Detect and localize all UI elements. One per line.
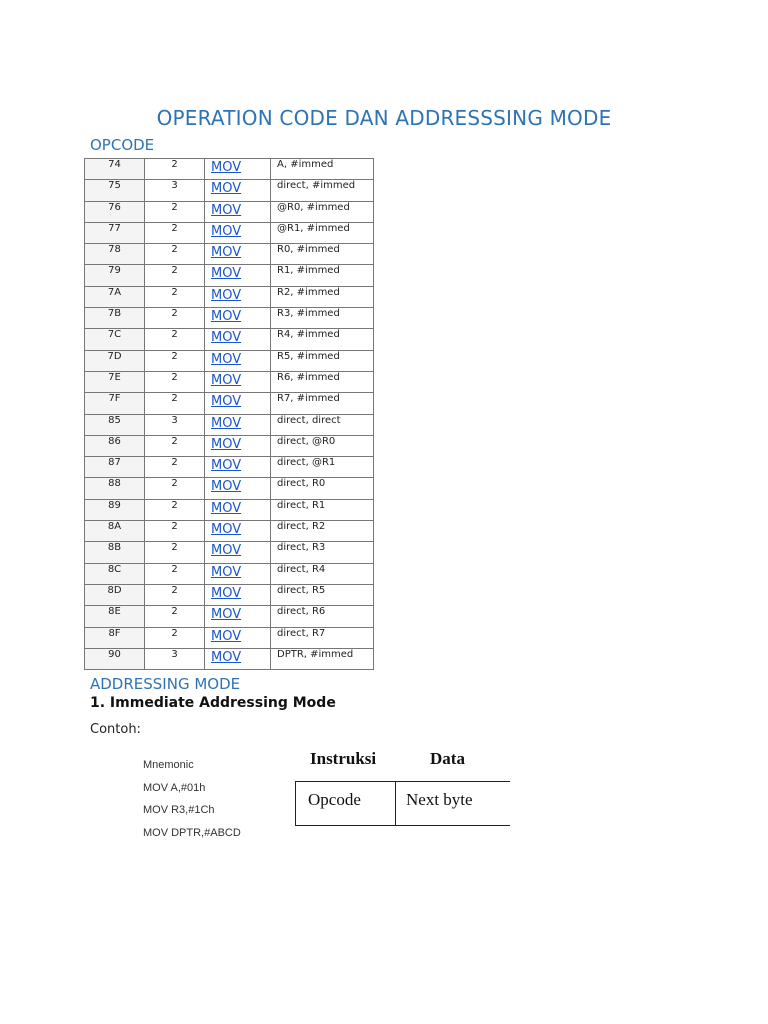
bytes-cell: 2 <box>145 371 205 392</box>
mnemonic-cell <box>205 286 271 307</box>
opcode-cell: 8E <box>85 606 145 627</box>
opcode-cell: 8F <box>85 627 145 648</box>
operands-cell: R7, #immed <box>271 393 374 414</box>
mnemonic-link[interactable]: MOV <box>211 266 242 282</box>
opcode-cell: 8A <box>85 521 145 542</box>
operands-cell: A, #immed <box>271 159 374 180</box>
opcode-cell: 88 <box>85 478 145 499</box>
opcode-cell: 87 <box>85 457 145 478</box>
table-row <box>85 180 374 201</box>
table-row <box>85 308 374 329</box>
operands-cell: direct, R2 <box>271 521 374 542</box>
mnemonic-link[interactable]: MOV <box>211 458 242 474</box>
document-title: OPERATION CODE DAN ADDRESSSING MODE <box>156 106 612 130</box>
bytes-cell: 2 <box>145 563 205 584</box>
table-row <box>85 222 374 243</box>
operands-cell: R5, #immed <box>271 350 374 371</box>
opcode-cell: 7C <box>85 329 145 350</box>
mnemonic-link[interactable]: MOV <box>211 500 242 516</box>
mnemonic-cell <box>205 329 271 350</box>
bytes-cell: 2 <box>145 606 205 627</box>
mnemonic-link[interactable]: MOV <box>211 309 242 325</box>
operands-cell: direct, R4 <box>271 563 374 584</box>
table-row <box>85 414 374 435</box>
mnemonic-cell <box>205 201 271 222</box>
bytes-cell: 2 <box>145 222 205 243</box>
opcode-cell: 90 <box>85 648 145 669</box>
mnemonic-link[interactable]: MOV <box>211 585 242 601</box>
table-row <box>85 457 374 478</box>
table-row <box>85 499 374 520</box>
mnemonic-cell <box>205 414 271 435</box>
bytes-cell: 2 <box>145 457 205 478</box>
table-row <box>85 606 374 627</box>
bytes-cell: 2 <box>145 393 205 414</box>
opcode-cell: 7F <box>85 393 145 414</box>
mnemonic-link[interactable]: MOV <box>211 202 242 218</box>
mnemonic-cell <box>205 159 271 180</box>
bytes-cell: 2 <box>145 286 205 307</box>
bytes-cell: 2 <box>145 159 205 180</box>
table-row <box>85 244 374 265</box>
mnemonic-link[interactable]: MOV <box>211 223 242 239</box>
example-label: Contoh: <box>90 722 141 737</box>
bytes-cell: 2 <box>145 244 205 265</box>
opcode-cell: 8B <box>85 542 145 563</box>
table-row <box>85 350 374 371</box>
operands-cell: direct, direct <box>271 414 374 435</box>
mnemonic-link[interactable]: MOV <box>211 245 242 261</box>
table-row <box>85 584 374 605</box>
operands-cell: direct, R6 <box>271 606 374 627</box>
mnemonic-link[interactable]: MOV <box>211 479 242 495</box>
operands-cell: direct, @R0 <box>271 435 374 456</box>
addressing-mode-heading: ADDRESSING MODE <box>90 675 241 693</box>
opcode-table <box>84 158 374 670</box>
mnemonic-header: Mnemonic <box>143 759 194 771</box>
mnemonic-cell <box>205 393 271 414</box>
bytes-cell: 2 <box>145 308 205 329</box>
table-row <box>85 478 374 499</box>
mnemonic-line: MOV DPTR,#ABCD <box>143 826 241 838</box>
opcode-cell: 77 <box>85 222 145 243</box>
bytes-cell: 2 <box>145 542 205 563</box>
bytes-cell: 2 <box>145 584 205 605</box>
mnemonic-cell <box>205 542 271 563</box>
mnemonic-example-image <box>143 754 263 838</box>
mnemonic-cell <box>205 499 271 520</box>
table-row <box>85 329 374 350</box>
opcode-cell: 78 <box>85 244 145 265</box>
next-byte-cell: Next byte <box>406 790 473 809</box>
operands-cell: direct, #immed <box>271 180 374 201</box>
immediate-addressing-heading: 1. Immediate Addressing Mode <box>90 695 336 711</box>
opcode-cell: 75 <box>85 180 145 201</box>
opcode-cell: 79 <box>85 265 145 286</box>
operands-cell: direct, R0 <box>271 478 374 499</box>
bytes-cell: 3 <box>145 648 205 669</box>
mnemonic-link[interactable]: MOV <box>211 351 242 367</box>
bytes-cell: 2 <box>145 435 205 456</box>
mnemonic-link[interactable]: MOV <box>211 649 242 665</box>
operands-cell: DPTR, #immed <box>271 648 374 669</box>
mnemonic-link[interactable]: MOV <box>211 415 242 431</box>
mnemonic-link[interactable]: MOV <box>211 607 242 623</box>
table-row <box>85 371 374 392</box>
mnemonic-link[interactable]: MOV <box>211 628 242 644</box>
table-row <box>85 563 374 584</box>
mnemonic-cell <box>205 244 271 265</box>
bytes-cell: 3 <box>145 414 205 435</box>
opcode-heading: OPCODE <box>90 136 155 154</box>
mnemonic-link[interactable]: MOV <box>211 436 242 452</box>
table-row <box>85 542 374 563</box>
mnemonic-cell <box>205 457 271 478</box>
table-row <box>85 159 374 180</box>
mnemonic-cell <box>205 371 271 392</box>
opcode-cell: 7D <box>85 350 145 371</box>
instruksi-label: Instruksi <box>310 749 377 768</box>
table-row <box>85 521 374 542</box>
table-row <box>85 627 374 648</box>
mnemonic-cell <box>205 350 271 371</box>
bytes-cell: 2 <box>145 350 205 371</box>
bytes-cell: 3 <box>145 180 205 201</box>
mnemonic-link[interactable]: MOV <box>211 522 242 538</box>
mnemonic-cell <box>205 478 271 499</box>
mnemonic-cell <box>205 265 271 286</box>
mnemonic-link[interactable]: MOV <box>211 160 242 175</box>
table-row <box>85 286 374 307</box>
opcode-cell: 74 <box>85 159 145 180</box>
mnemonic-link[interactable]: MOV <box>211 181 242 197</box>
bytes-cell: 2 <box>145 499 205 520</box>
mnemonic-cell <box>205 180 271 201</box>
mnemonic-cell <box>205 606 271 627</box>
data-label: Data <box>430 749 465 768</box>
operands-cell: direct, R3 <box>271 542 374 563</box>
opcode-cell: 8D <box>85 584 145 605</box>
bytes-cell: 2 <box>145 627 205 648</box>
mnemonic-link[interactable]: MOV <box>211 394 242 410</box>
opcode-cell: 76 <box>85 201 145 222</box>
table-row <box>85 648 374 669</box>
opcode-cell: 8C <box>85 563 145 584</box>
operands-cell: R1, #immed <box>271 265 374 286</box>
table-row <box>85 393 374 414</box>
mnemonic-line: MOV R3,#1Ch <box>143 804 215 816</box>
mnemonic-link[interactable]: MOV <box>211 564 242 580</box>
bytes-cell: 2 <box>145 201 205 222</box>
mnemonic-link[interactable]: MOV <box>211 372 242 388</box>
opcode-cell: 86 <box>85 435 145 456</box>
instruction-format-diagram <box>295 781 510 826</box>
operands-cell: direct, R1 <box>271 499 374 520</box>
mnemonic-link[interactable]: MOV <box>211 287 242 303</box>
table-row <box>85 201 374 222</box>
mnemonic-line: MOV A,#01h <box>143 781 206 794</box>
opcode-cell: 85 <box>85 414 145 435</box>
mnemonic-cell <box>205 584 271 605</box>
bytes-cell: 2 <box>145 521 205 542</box>
mnemonic-cell <box>205 222 271 243</box>
operands-cell: @R1, #immed <box>271 222 374 243</box>
bytes-cell: 2 <box>145 329 205 350</box>
opcode-cell: 7E <box>85 371 145 392</box>
operands-cell: R3, #immed <box>271 308 374 329</box>
table-row <box>85 265 374 286</box>
mnemonic-cell <box>205 308 271 329</box>
opcode-cell: 89 <box>85 499 145 520</box>
bytes-cell: 2 <box>145 265 205 286</box>
mnemonic-cell <box>205 521 271 542</box>
mnemonic-cell <box>205 563 271 584</box>
mnemonic-cell <box>205 627 271 648</box>
opcode-cell: 7B <box>85 308 145 329</box>
operands-cell: direct, R5 <box>271 584 374 605</box>
table-row <box>85 435 374 456</box>
operands-cell: direct, @R1 <box>271 457 374 478</box>
opcode-cell: 7A <box>85 286 145 307</box>
operands-cell: R0, #immed <box>271 244 374 265</box>
mnemonic-cell <box>205 435 271 456</box>
mnemonic-cell <box>205 648 271 669</box>
mnemonic-link[interactable]: MOV <box>211 330 242 346</box>
operands-cell: R2, #immed <box>271 286 374 307</box>
mnemonic-link[interactable]: MOV <box>211 543 242 559</box>
opcode-cell: Opcode <box>296 782 396 825</box>
operands-cell: R6, #immed <box>271 371 374 392</box>
bytes-cell: 2 <box>145 478 205 499</box>
operands-cell: @R0, #immed <box>271 201 374 222</box>
operands-cell: direct, R7 <box>271 627 374 648</box>
operands-cell: R4, #immed <box>271 329 374 350</box>
